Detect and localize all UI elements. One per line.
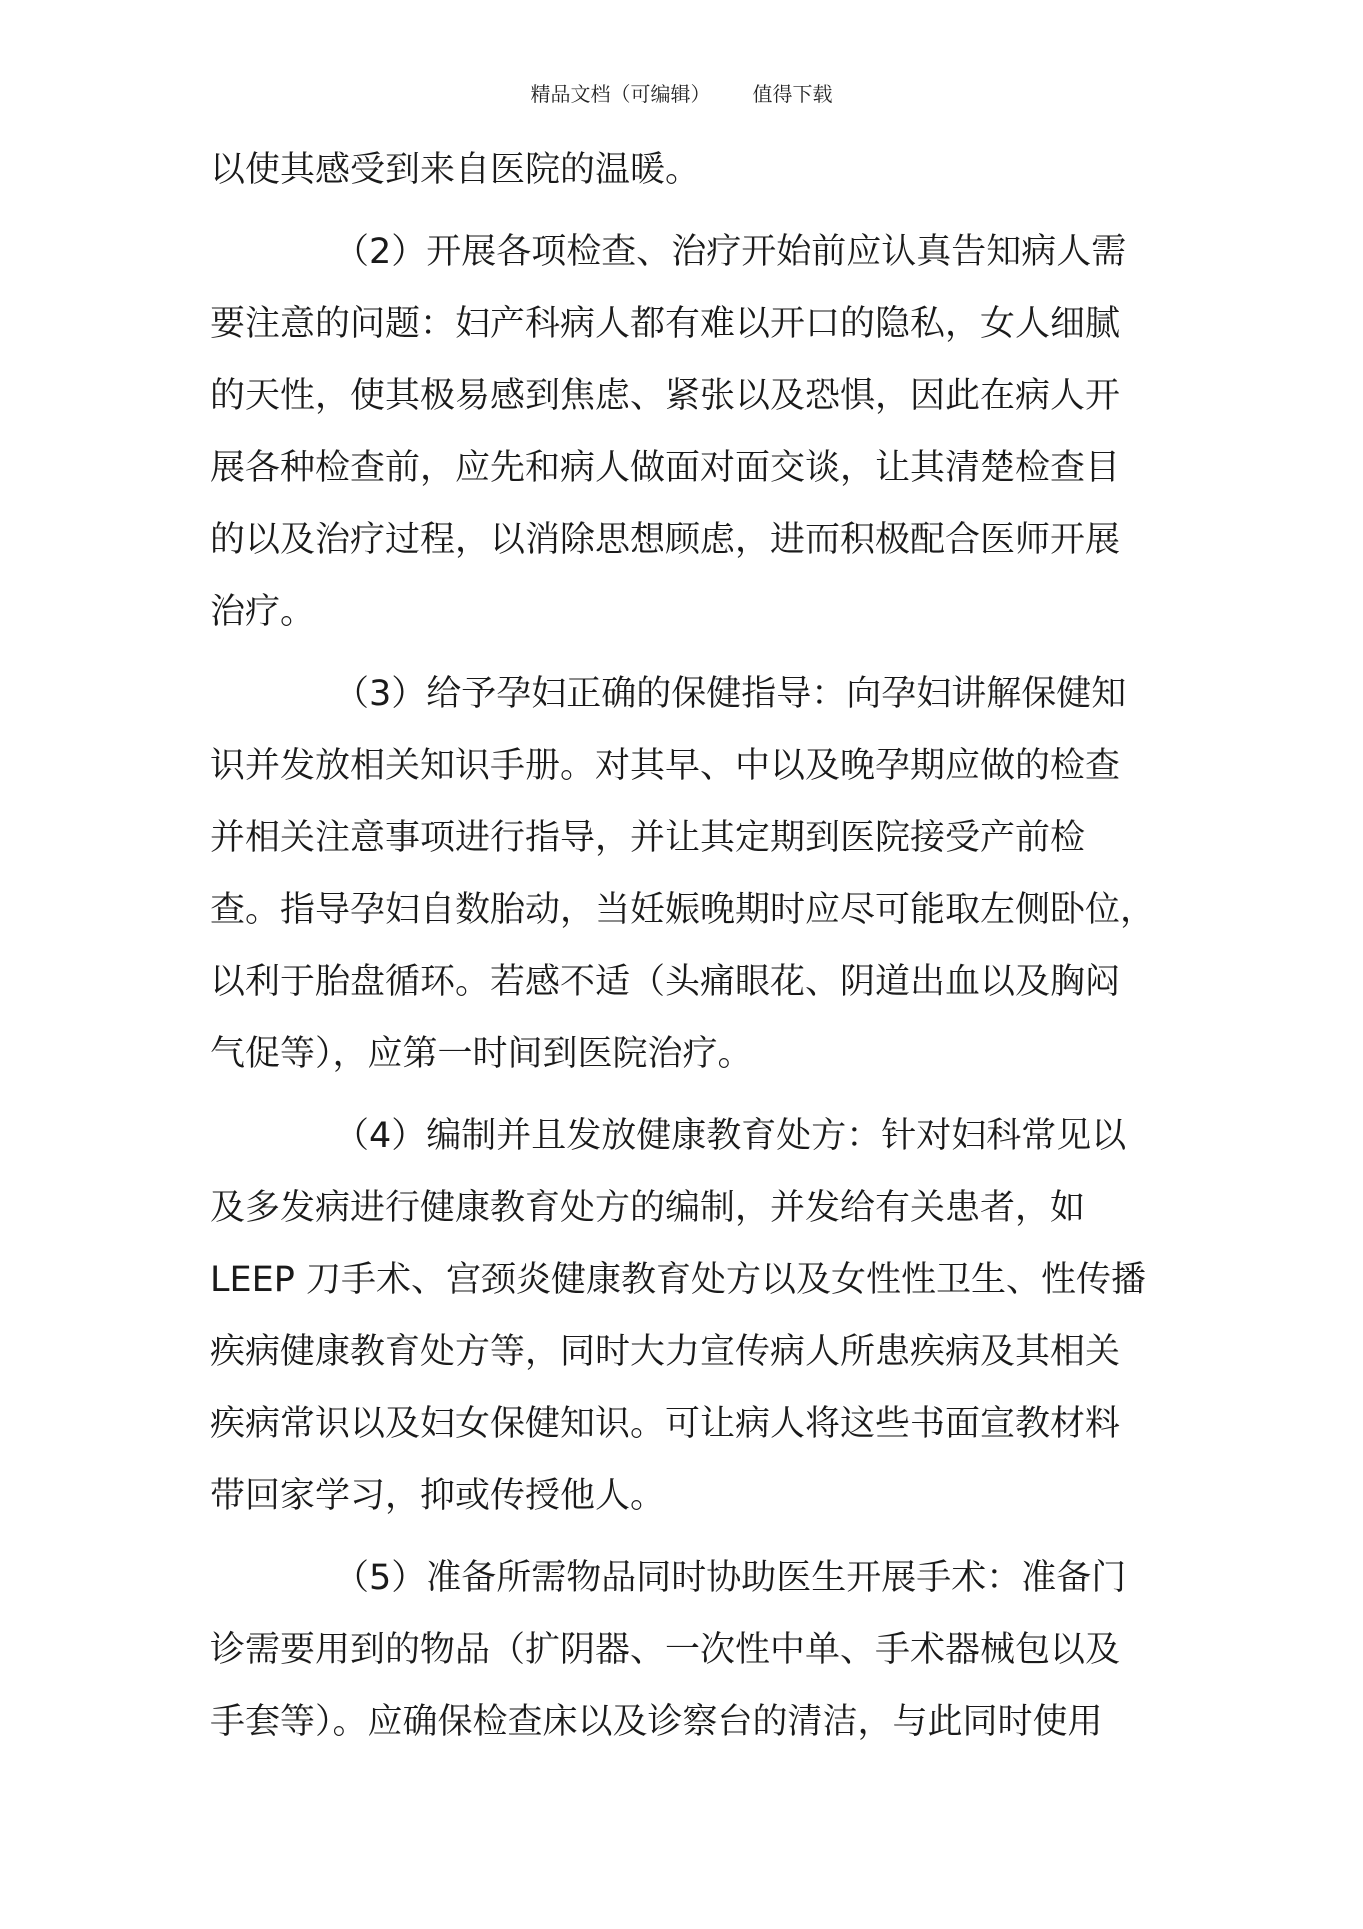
text-line: 及多发病进行健康教育处方的编制，并发给有关患者，如 <box>210 1188 1086 1228</box>
text-line: 识并发放相关知识手册。对其早、中以及晚孕期应做的检查 <box>210 746 1121 786</box>
text-line: 疾病常识以及妇女保健知识。可让病人将这些书面宣教材料 <box>210 1404 1121 1444</box>
text-line: 带回家学习，抑或传授他人。 <box>210 1476 666 1516</box>
paragraph-2-first-line: （2）开展各项检查、治疗开始前应认真告知病人需 <box>334 232 1127 272</box>
paragraph-3-first-line: （3）给予孕妇正确的保健指导：向孕妇讲解保健知 <box>334 674 1127 714</box>
header-note: 值得下载 <box>752 82 833 106</box>
text-line: 展各种检查前，应先和病人做面对面交谈，让其清楚检查目 <box>210 448 1121 488</box>
text-line: 要注意的问题：妇产科病人都有难以开口的隐私，女人细腻 <box>210 304 1121 344</box>
text-line: 以使其感受到来自医院的温暖。 <box>210 150 701 190</box>
page-header <box>0 80 1363 108</box>
text-line: 并相关注意事项进行指导，并让其定期到医院接受产前检 <box>210 818 1086 858</box>
text-line: 以利于胎盘循环。若感不适（头痛眼花、阴道出血以及胸闷 <box>210 962 1121 1002</box>
paragraph-5-first-line: （5）准备所需物品同时协助医生开展手术：准备门 <box>334 1558 1127 1598</box>
paragraph-4-first-line: （4）编制并且发放健康教育处方：针对妇科常见以 <box>334 1116 1127 1156</box>
text-line: 诊需要用到的物品（扩阴器、一次性中单、手术器械包以及 <box>210 1630 1121 1670</box>
body-text <box>210 134 1190 1758</box>
text-line: 气促等），应第一时间到医院治疗。 <box>210 1034 753 1074</box>
text-line: 的天性，使其极易感到焦虑、紧张以及恐惧，因此在病人开 <box>210 376 1121 416</box>
text-line: 的以及治疗过程，以消除思想顾虑，进而积极配合医师开展 <box>210 520 1121 560</box>
text-line: 疾病健康教育处方等，同时大力宣传病人所患疾病及其相关 <box>210 1332 1121 1372</box>
text-line: 手套等）。应确保检查床以及诊察台的清洁，与此同时使用 <box>210 1702 1103 1742</box>
text-line: LEEP 刀手术、宫颈炎健康教育处方以及女性性卫生、性传播 <box>210 1260 1146 1300</box>
header-title: 精品文档（可编辑） <box>530 82 711 106</box>
text-line: 查。指导孕妇自数胎动，当妊娠晚期时应尽可能取左侧卧位， <box>210 890 1156 930</box>
text-line: 治疗。 <box>210 592 316 632</box>
